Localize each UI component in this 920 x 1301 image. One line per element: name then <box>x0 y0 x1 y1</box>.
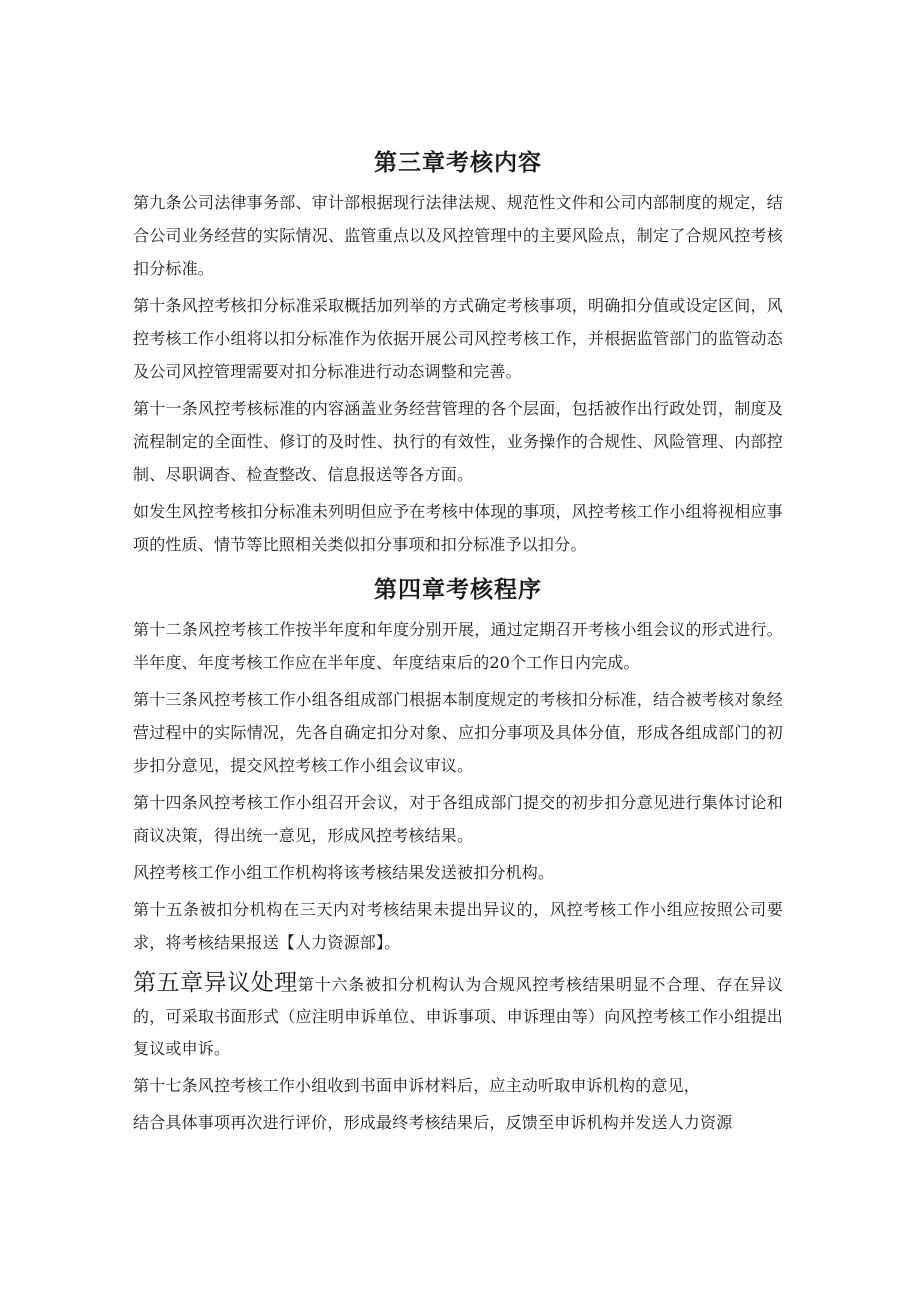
article-9: 第九条公司法律事务部、审计部根据现行法律法规、规范性文件和公司内部制度的规定，结合公司业务经营的实际情况、监管重点以及风控管理中的主要风险点，制定了合规风控考核扣分标准。 <box>133 193 783 278</box>
article-12: 第十二条风控考核工作按半年度和年度分别开展，通过定期召开考核小组会议的形式进行。半年度、年度考核工作应在半年度、年度结束后的20个工作日内完成。 <box>133 620 783 672</box>
article-17: 第十七条风控考核工作小组收到书面申诉材料后，应主动听取申诉机构的意见， <box>133 1076 701 1095</box>
article-11: 第十一条风控考核标准的内容涵盖业务经营管理的各个层面，包括被作出行政处罚，制度及流程制定的全面性、修订的及时性、执行的有效性，业务操作的合规性、风险管理、内部控制、尽职调杳、检查整改、信息报送等各方面。 <box>133 399 783 484</box>
article-14: 第十四条风控考核工作小组召开会议，对于各组成部门提交的初步扣分意见进行集体讨论和商议决策，得出统一意见，形成风控考核结果。 <box>133 793 783 845</box>
unlisted-items-paragraph: 如发生风控考核扣分标准未列明但应予在考核中体现的事项，风控考核工作小组将视相应事项的性质、情节等比照相关类似扣分事项和扣分标准予以扣分。 <box>133 502 783 554</box>
chapter-4-title: 第四章考核程序 <box>374 576 542 603</box>
article-16: 第十六条被扣分机构认为合规风控考核结果明显不合理、存在异议的，可采取书面形式（应注明申诉单位、申诉事项、申诉理由等）向风控考核工作小组提出复议或申诉。 <box>133 975 783 1058</box>
chapter-5-block <box>133 967 783 1065</box>
document-page <box>133 144 783 1143</box>
chapter-5-title: 第五章异议处理 <box>133 970 298 996</box>
article-10: 第十条风控考核扣分标准采取概括加列举的方式确定考核事项，明确扣分值或设定区间，风控考核工作小组将以扣分标准作为依据开展公司风控考核工作，并根据监管部门的监管动态及公司风控管理需要对扣分标准进行动态调整和完善。 <box>133 296 783 381</box>
result-sending-paragraph: 风控考核工作小组工作机构将该考核结果发送被扣分机构。 <box>133 863 555 882</box>
article-13: 第十三条风控考核工作小组各组成部门根据本制度规定的考核扣分标准，结合被考核对象经营过程中的实际情况，先各自确定扣分对象、应扣分事项及具体分值，形成各组成部门的初步扣分意见，提交风控考核工作小组会议审议。 <box>133 690 783 775</box>
article-17-continued: 结合具体事项再次进行评价，形成最终考核结果后，反馈至申诉机构并发送人力资源 <box>133 1113 733 1132</box>
chapter-3-title: 第三章考核内容 <box>374 149 542 176</box>
article-15: 第十五条被扣分机构在三天内对考核结果未提出异议的，风控考核工作小组应按照公司要求，将考核结果报送【人力资源部】。 <box>133 900 783 952</box>
